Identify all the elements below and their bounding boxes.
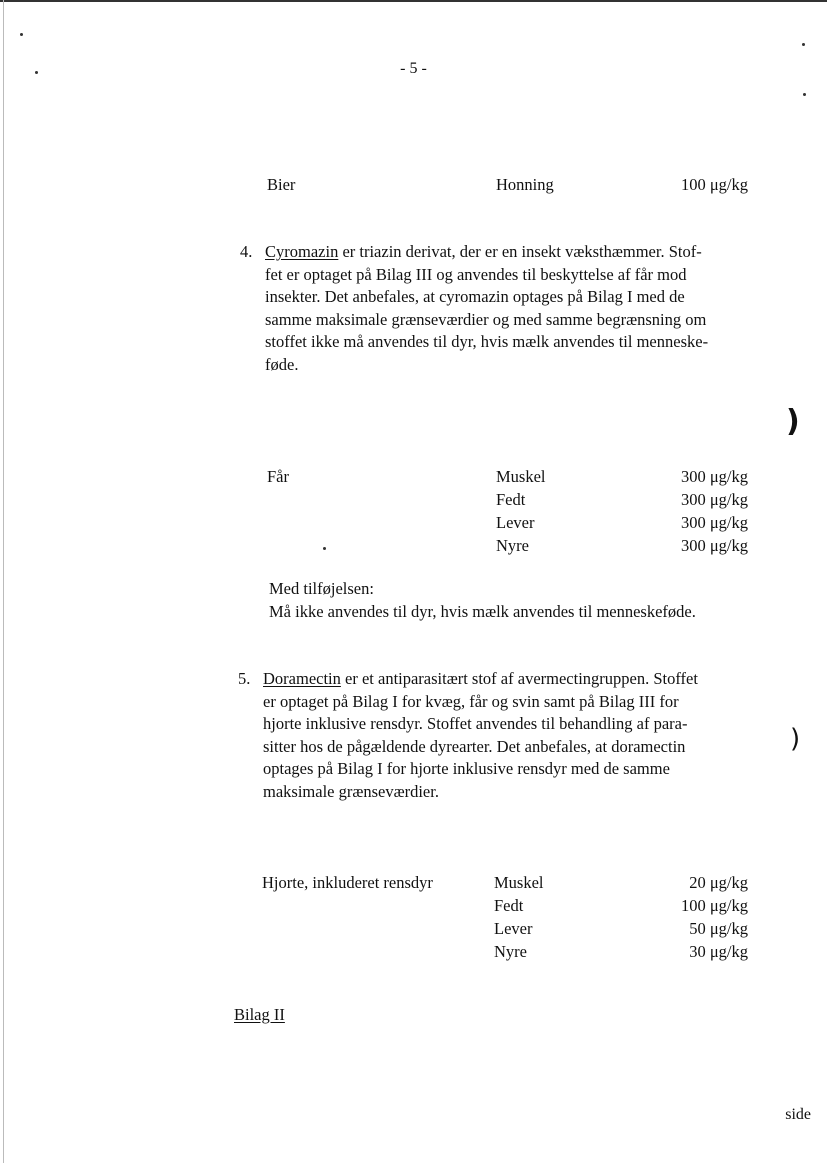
paragraph-line: hjorte inklusive rensdyr. Stoffet anvendes til behandling af para- <box>263 714 688 734</box>
paragraph-line: er optaget på Bilag I for kvæg, får og svin samt på Bilag III for <box>263 691 679 711</box>
scan-speck <box>802 43 805 46</box>
mrl-cell: 20 μg/kg <box>689 873 748 892</box>
paragraph-line: fet er optaget på Bilag III og anvendes til beskyttelse af får mod <box>265 264 687 284</box>
scan-speck <box>20 33 23 36</box>
table-row <box>267 512 748 534</box>
section-heading <box>234 1004 285 1026</box>
mrl-cell: 300 μg/kg <box>680 490 748 509</box>
species-cell: Hjorte, inkluderet rensdyr <box>262 873 433 892</box>
binder-hole-mark: ) <box>790 724 801 754</box>
table-row <box>262 895 748 917</box>
substance-name: Doramectin <box>263 669 341 688</box>
table-row <box>267 466 748 488</box>
paragraph-line: samme maksimale grænseværdier og med samme begrænsning om <box>265 309 707 329</box>
list-number: 5. <box>238 669 251 688</box>
table-row <box>267 489 748 511</box>
paragraph-line: Doramectin er et antiparasitært stof af avermectingruppen. Stoffet <box>263 669 698 688</box>
addendum <box>269 578 749 623</box>
tissue-cell: Honning <box>496 175 554 194</box>
table-row <box>262 918 748 940</box>
section-heading-text: Bilag II <box>234 1005 285 1024</box>
scan-top-edge <box>0 0 827 2</box>
paragraph-line: stoffet ikke må anvendes til dyr, hvis mælk anvendes til menneske- <box>265 332 709 352</box>
binder-hole-mark: ) <box>786 404 800 439</box>
mrl-cell: 30 μg/kg <box>689 942 748 961</box>
paragraph-line: sitter hos de pågældende dyrearter. Det anbefales, at doramectin <box>263 736 686 756</box>
table-row <box>267 174 748 196</box>
addendum-text: Må ikke anvendes til dyr, hvis mælk anvendes til menneskeføde. <box>269 601 696 621</box>
mrl-cell: 100 μg/kg <box>680 896 748 915</box>
table-row <box>267 535 748 557</box>
paragraph-item-4 <box>240 241 755 377</box>
footer-side-label: side <box>785 1106 811 1123</box>
page-number: - 5 - <box>400 60 427 77</box>
mrl-cell: 300 μg/kg <box>680 513 748 532</box>
tissue-cell: Lever <box>496 513 535 532</box>
addendum-title: Med tilføjelsen: <box>269 579 374 598</box>
mrl-cell: 300 μg/kg <box>680 536 748 555</box>
mrl-cell: 100 μg/kg <box>680 175 748 194</box>
tissue-cell: Muskel <box>496 467 546 486</box>
paragraph-item-5 <box>238 668 753 804</box>
mrl-cell: 50 μg/kg <box>689 919 748 938</box>
mrl-cell: 300 μg/kg <box>680 467 748 486</box>
scan-left-edge <box>3 0 4 1163</box>
paragraph-line: Cyromazin er triazin derivat, der er en insekt væksthæmmer. Stof- <box>265 242 702 261</box>
paragraph-line: maksimale grænseværdier. <box>263 781 439 801</box>
tissue-cell: Muskel <box>494 873 544 892</box>
paragraph-line: føde. <box>265 354 299 374</box>
scan-speck <box>803 93 806 96</box>
tissue-cell: Nyre <box>494 942 527 961</box>
tissue-cell: Nyre <box>496 536 529 555</box>
table-row <box>262 872 748 894</box>
table-row <box>262 941 748 963</box>
paragraph-line: optages på Bilag I for hjorte inklusive rensdyr med de samme <box>263 759 670 779</box>
list-number: 4. <box>240 242 253 261</box>
paragraph-line: insekter. Det anbefales, at cyromazin optages på Bilag I med de <box>265 287 685 307</box>
species-cell: Bier <box>267 175 296 194</box>
species-cell: Får <box>267 467 289 486</box>
tissue-cell: Lever <box>494 919 533 938</box>
substance-name: Cyromazin <box>265 242 339 261</box>
tissue-cell: Fedt <box>494 896 524 915</box>
tissue-cell: Fedt <box>496 490 526 509</box>
